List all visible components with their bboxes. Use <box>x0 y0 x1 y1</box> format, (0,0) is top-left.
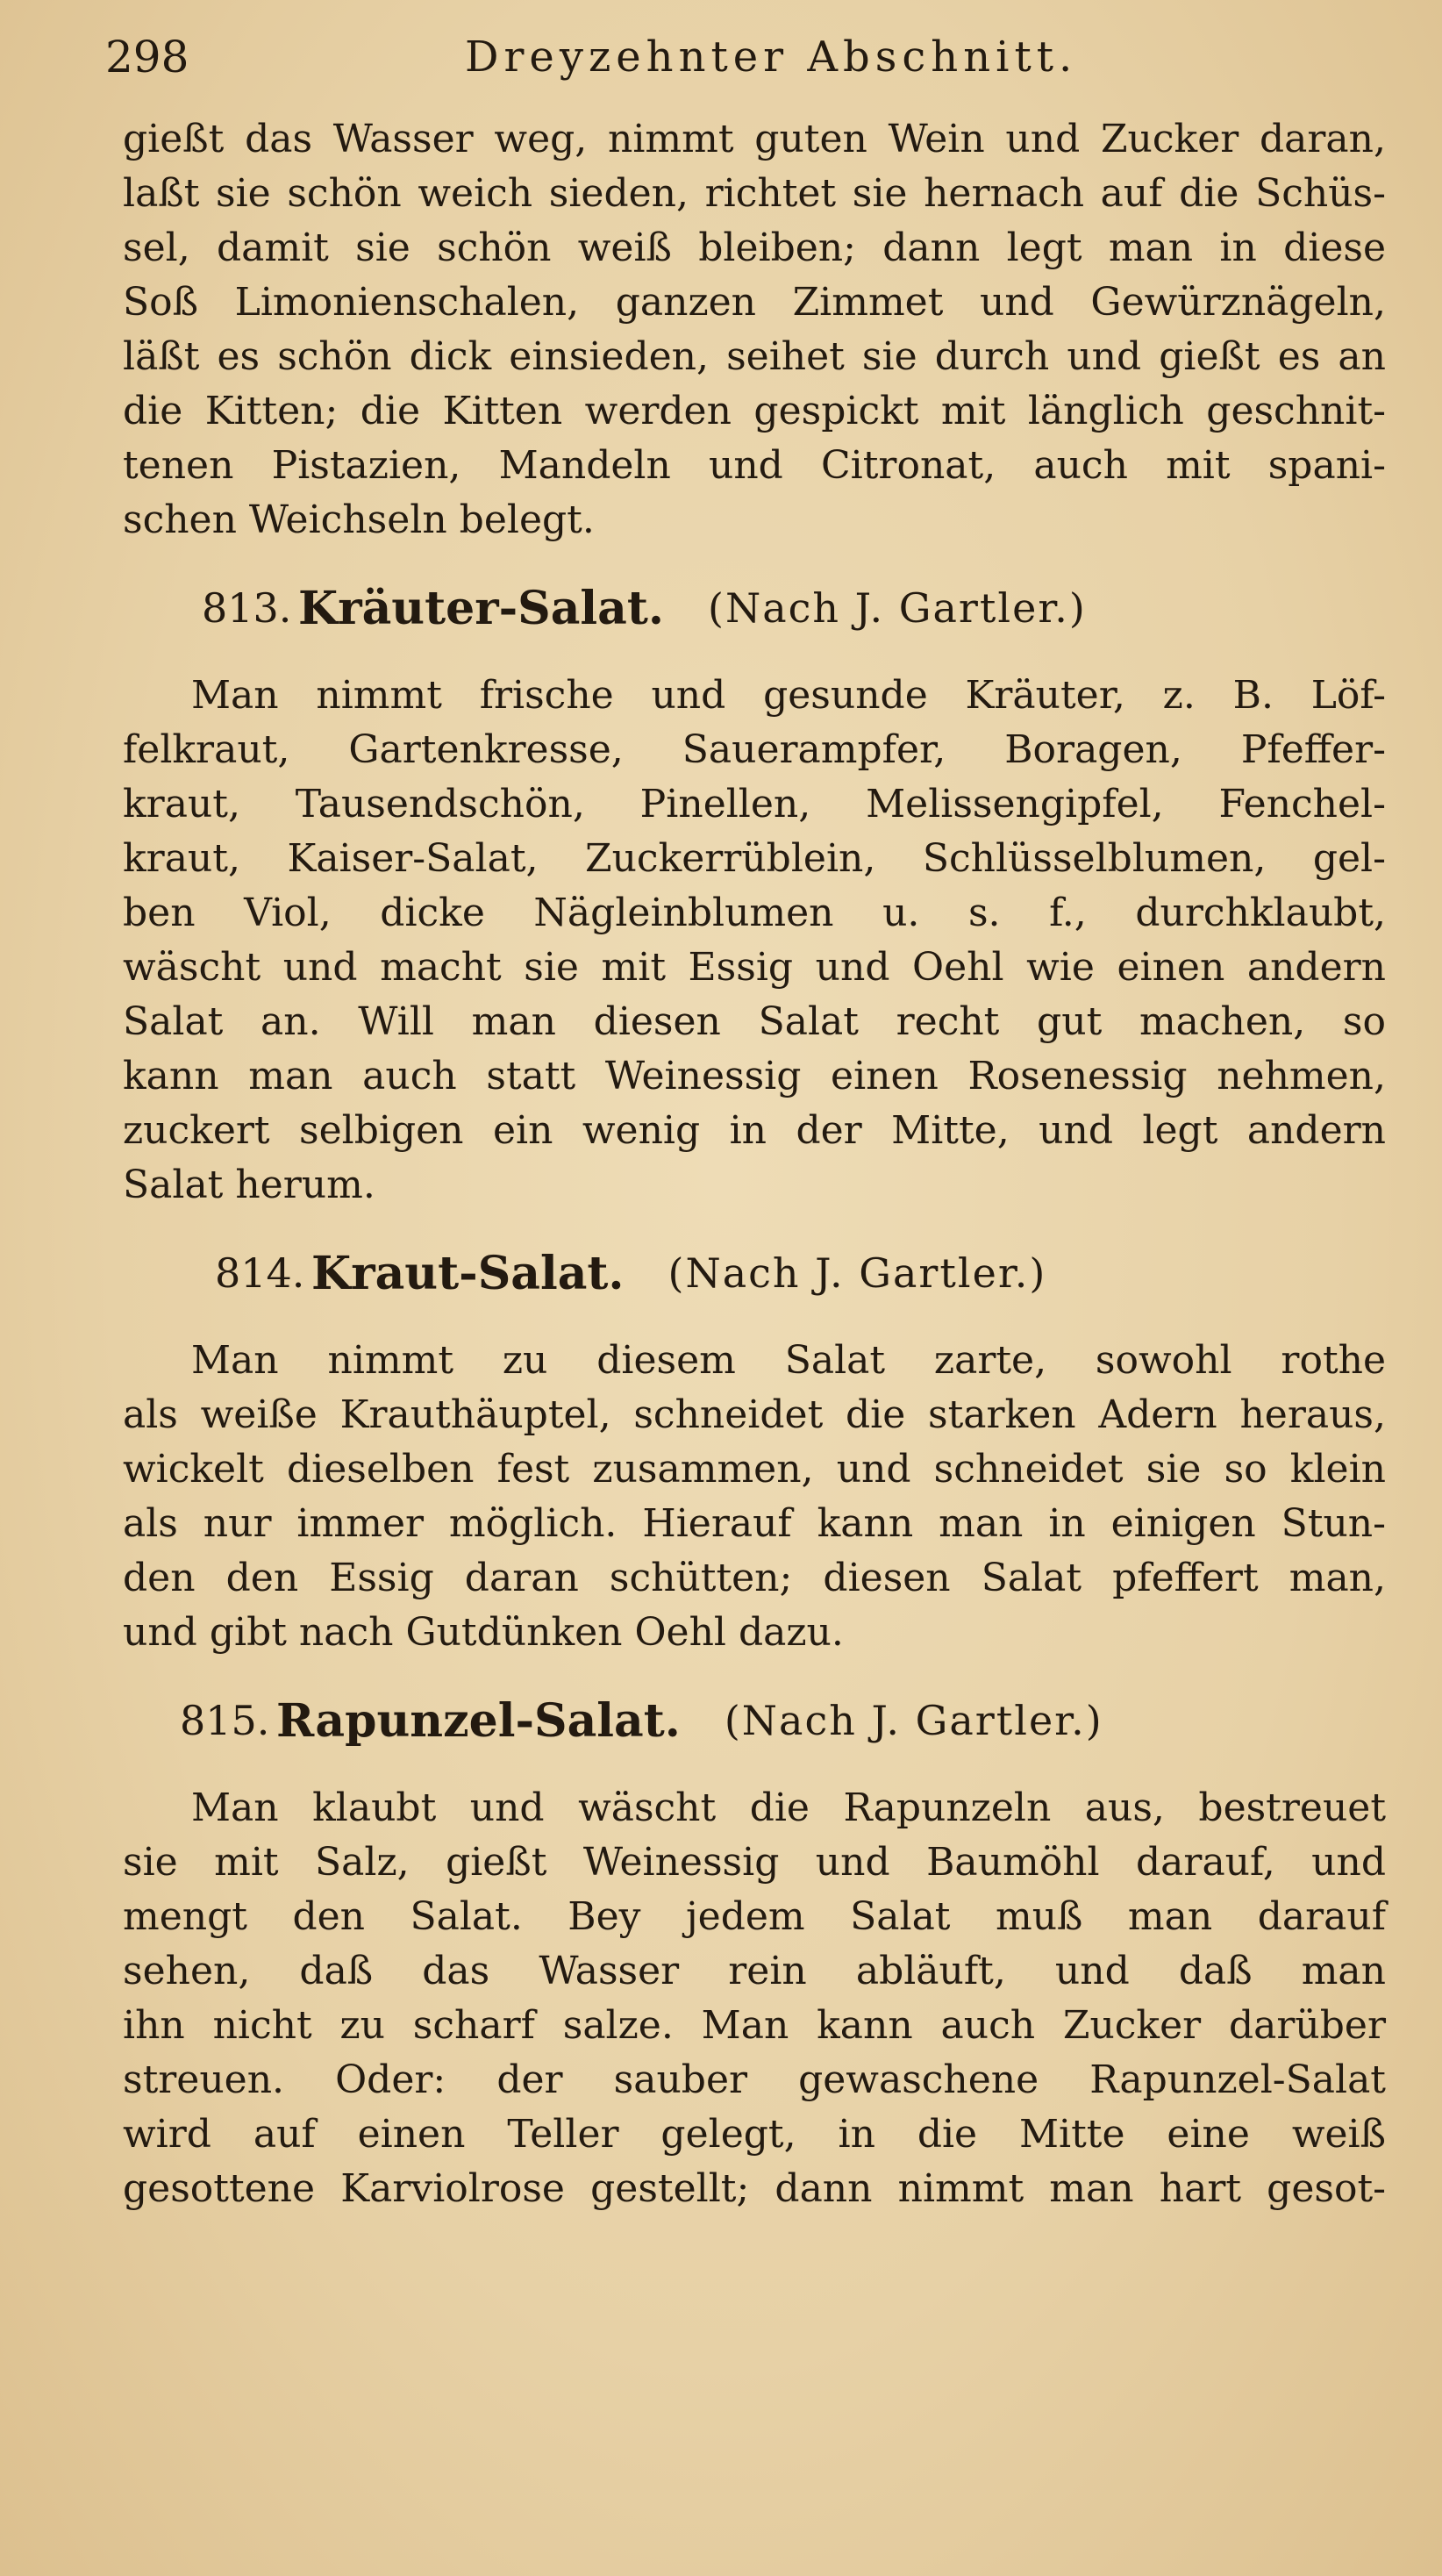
text-line: kraut, Tausendschön, Pinellen, Melissengipfel, Fenchel- <box>123 782 1386 826</box>
text-line: den den Essig daran schütten; diesen Salat pfeffert man, <box>123 1556 1386 1600</box>
text-line: wird auf einen Teller gelegt, in die Mitte eine weiß <box>123 2112 1386 2157</box>
text-line: ihn nicht zu scharf salze. Man kann auch Zucker darüber <box>123 2003 1386 2048</box>
text-line: und gibt nach Gutdünken Oehl dazu. <box>123 1610 844 1655</box>
text-line: als nur immer möglich. Hierauf kann man in einigen Stun- <box>123 1501 1386 1546</box>
text-line: Man klaubt und wäscht die Rapunzeln aus, bestreuet <box>191 1785 1386 1830</box>
recipe-attribution: (Nach J. Gartler.) <box>708 584 1087 632</box>
recipe-heading <box>123 547 1386 669</box>
text-line: mengt den Salat. Bey jedem Salat muß man darauf <box>123 1894 1386 1939</box>
text-line: felkraut, Gartenkresse, Sauerampfer, Boragen, Pfeffer- <box>123 727 1386 772</box>
text-line: sel, damit sie schön weiß bleiben; dann legt man in diese <box>123 225 1386 270</box>
text-line: zuckert selbigen ein wenig in der Mitte, und legt andern <box>123 1108 1386 1153</box>
recipe-attribution: (Nach J. Gartler.) <box>667 1249 1047 1297</box>
text-line: streuen. Oder: der sauber gewaschene Rapunzel-Salat <box>123 2057 1386 2102</box>
text-line: tenen Pistazien, Mandeln und Citronat, auch mit spani- <box>123 443 1386 488</box>
text-line: wickelt dieselben fest zusammen, und schneidet sie so klein <box>123 1447 1386 1492</box>
recipe-paragraph <box>123 1781 1386 2216</box>
recipe-attribution: (Nach J. Gartler.) <box>724 1697 1103 1744</box>
text-line: Salat herum. <box>123 1163 375 1207</box>
running-head: Dreyzehnter Abschnitt. <box>465 32 1078 82</box>
text-line: als weiße Krauthäuptel, schneidet die starken Adern heraus, <box>123 1392 1386 1437</box>
recipe-heading <box>123 1213 1386 1334</box>
text-line: Salat an. Will man diesen Salat recht gut machen, so <box>123 999 1386 1044</box>
text-line: gesottene Karviolrose gestellt; dann nimmt man hart gesot- <box>123 2166 1386 2211</box>
recipe-number: 815. <box>180 1697 270 1744</box>
recipe-number: 814. <box>215 1249 305 1297</box>
recipe-title: Kräuter-Salat. <box>298 581 664 635</box>
text-line: wäscht und macht sie mit Essig und Oehl wie einen andern <box>123 945 1386 990</box>
recipe-title: Kraut-Salat. <box>311 1246 625 1300</box>
page-number: 298 <box>105 32 189 82</box>
text-line: kann man auch statt Weinessig einen Rosenessig nehmen, <box>123 1054 1386 1098</box>
text-line: Man nimmt frische und gesunde Kräuter, z. B. Löf- <box>191 673 1386 718</box>
recipe-number: 813. <box>202 584 292 632</box>
text-line: läßt es schön dick einsieden, seihet sie durch und gießt es an <box>123 334 1386 379</box>
recipe-heading <box>123 1660 1386 1781</box>
text-line: die Kitten; die Kitten werden gespickt mit länglich geschnit- <box>123 389 1386 433</box>
text-line: sie mit Salz, gießt Weinessig und Baumöhl darauf, und <box>123 1840 1386 1885</box>
text-line: gießt das Wasser weg, nimmt guten Wein und Zucker daran, <box>123 117 1386 161</box>
text-line: ben Viol, dicke Nägleinblumen u. s. f., durchklaubt, <box>123 891 1386 935</box>
recipe-paragraph <box>123 1334 1386 1660</box>
recipe-paragraph <box>123 669 1386 1213</box>
text-line: sehen, daß das Wasser rein abläuft, und daß man <box>123 1949 1386 1993</box>
intro-paragraph <box>123 112 1386 547</box>
recipe-title: Rapunzel-Salat. <box>276 1693 681 1748</box>
page-header <box>105 26 1403 88</box>
text-line: kraut, Kaiser-Salat, Zuckerrüblein, Schlüsselblumen, gel- <box>123 836 1386 881</box>
text-line: schen Weichseln belegt. <box>123 497 595 542</box>
text-line: laßt sie schön weich sieden, richtet sie hernach auf die Schüs- <box>123 171 1386 216</box>
page-body <box>123 112 1386 2216</box>
text-line: Man nimmt zu diesem Salat zarte, sowohl rothe <box>191 1338 1386 1383</box>
text-line: Soß Limonienschalen, ganzen Zimmet und Gewürznägeln, <box>123 280 1386 325</box>
